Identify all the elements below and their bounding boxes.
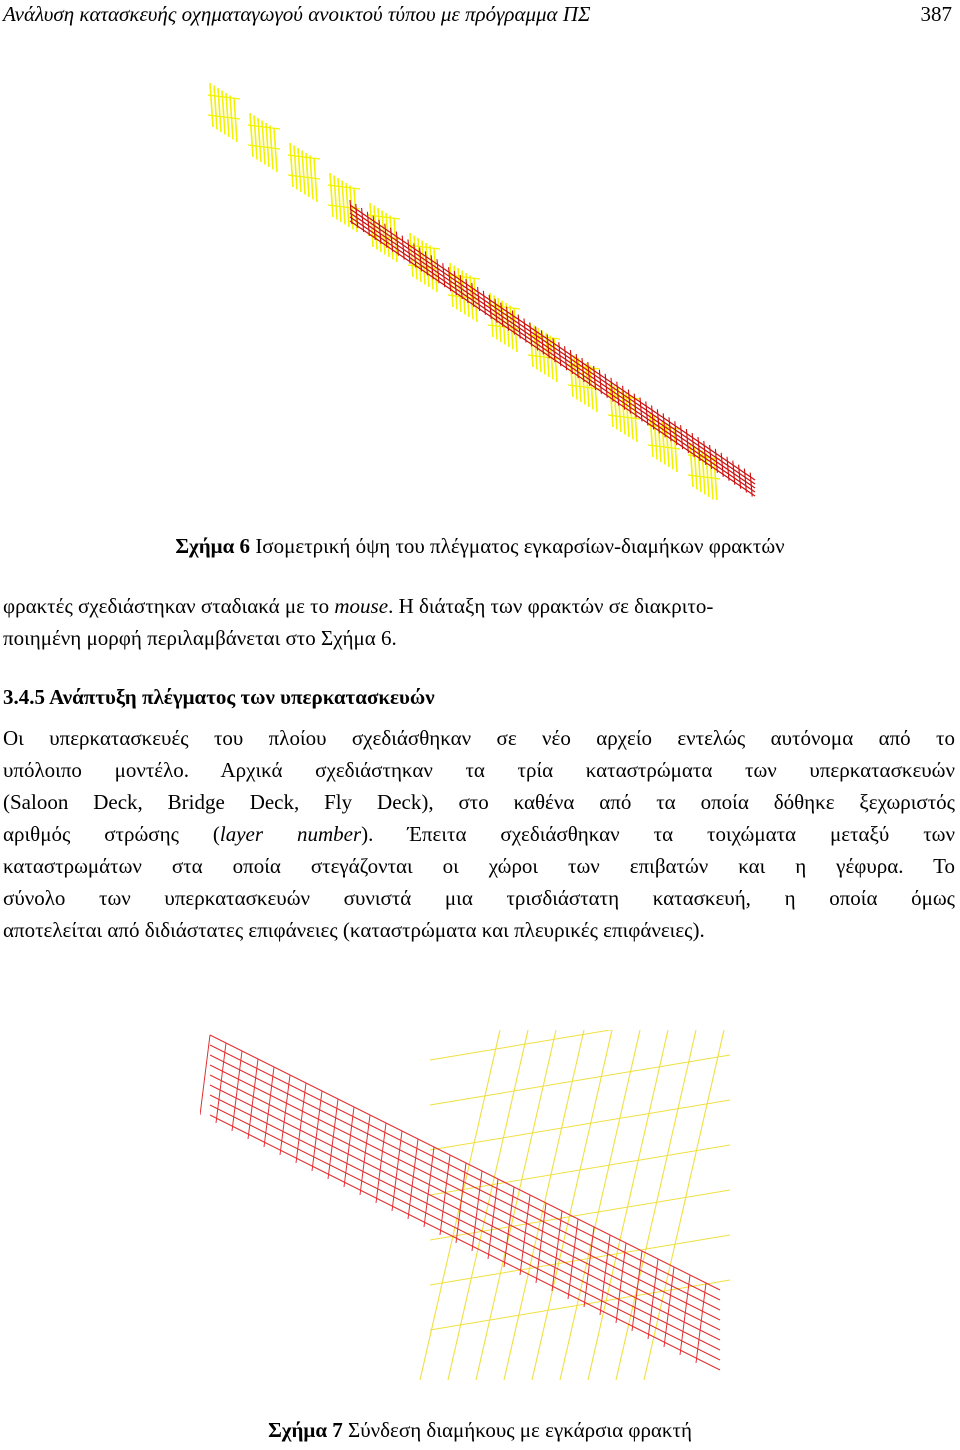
longitudinal-grid-line	[210, 1075, 720, 1330]
figure-6-caption	[0, 534, 960, 559]
transverse-frame-line	[266, 123, 269, 167]
section-heading: 3.4.5 Ανάπτυξη πλέγματος των υπερκατασκευών	[3, 685, 435, 709]
transverse-grid-line	[430, 1100, 730, 1150]
transverse-frame-line	[474, 278, 477, 322]
transverse-grid-line	[430, 1030, 730, 1060]
paragraph-line: καταστρωμάτων στα οποία στεγάζονται οι χώροι των επιβατών και η γέφυρα. Το	[3, 854, 955, 878]
figure-6-caption-text: Ισομετρική όψη του πλέγματος εγκαρσίων-διαμήκων φρακτών	[255, 534, 785, 558]
figure-7-connection-grid	[200, 1030, 740, 1390]
transverse-frame-line	[274, 128, 277, 172]
transverse-frame-line	[314, 158, 317, 202]
transverse-frame-line	[254, 116, 257, 160]
paragraph-line: ποιημένη μορφή περιλαμβάνεται στο Σχήμα 6.	[3, 626, 397, 650]
transverse-frame-line	[208, 95, 240, 99]
longitudinal-line	[350, 205, 755, 480]
figure-7-caption-text: Σύνδεση διαμήκους με εγκάρσια φρακτή	[348, 1418, 692, 1442]
transverse-frame-line	[210, 83, 213, 127]
transverse-frame-line	[290, 143, 293, 187]
longitudinal-grid-line	[210, 1055, 720, 1310]
page-number: 387	[920, 2, 952, 26]
figure-7-label: Σχήμα 7	[268, 1418, 343, 1442]
transverse-frame-line	[306, 153, 309, 197]
transverse-frame-line	[258, 118, 261, 162]
longitudinal-grid-line	[210, 1105, 720, 1360]
transverse-frame-line	[226, 93, 229, 137]
text-run: ). Έπειτα σχεδιάσθηκαν τα τοιχώματα μεταξύ των	[361, 822, 955, 846]
paragraph-line: σύνολο των υπερκατασκευών συνιστά μια τρισδιάστατη κατασκευή, η οποία όμως	[3, 886, 955, 910]
transverse-frame-line	[294, 146, 297, 190]
paragraph-line: Οι υπερκατασκευές του πλοίου σχεδιάσθηκαν σε νέο αρχείο εντελώς αυτόνομα από το	[3, 726, 955, 750]
text-run: αριθμός στρώσης (	[3, 822, 220, 846]
transverse-frame-line	[654, 416, 657, 460]
figure-7-caption	[0, 1418, 960, 1443]
figure-6-label: Σχήμα 6	[175, 534, 251, 558]
figure-6-isometric-grid	[190, 60, 770, 500]
longitudinal-grid-line	[200, 1035, 210, 1115]
paragraph-superstructure	[3, 722, 955, 946]
longitudinal-line	[350, 209, 755, 484]
paragraph-continuation	[3, 590, 955, 654]
paragraph-line	[3, 818, 955, 850]
transverse-frame-line	[334, 176, 337, 220]
text-run-italic: layer number	[219, 822, 362, 846]
paragraph-line: αποτελείται από διδιάστατες επιφάνειες (καταστρώματα και πλευρικές επιφάνειες).	[3, 918, 705, 942]
transverse-frame-line	[346, 183, 349, 227]
text-run: φρακτές σχεδιάστηκαν σταδιακά με το	[3, 594, 335, 618]
transverse-frame-line	[250, 113, 253, 157]
transverse-frame-line	[328, 185, 360, 189]
transverse-frame-line	[214, 86, 217, 130]
running-title: Ανάλυση κατασκευής οχηματαγωγού ανοικτού τύπου με πρόγραμμα ΠΣ	[3, 2, 591, 26]
longitudinal-grid-line	[210, 1095, 720, 1350]
transverse-frame-line	[288, 155, 320, 159]
transverse-frame-line	[338, 178, 341, 222]
transverse-frame-line	[330, 173, 333, 217]
longitudinal-tick	[362, 208, 364, 232]
longitudinal-line	[350, 213, 755, 488]
paragraph-line: (Saloon Deck, Bridge Deck, Fly Deck), στο καθένα από τα οποία δόθηκε ξεχωριστός	[3, 790, 955, 814]
paragraph-line	[3, 590, 955, 622]
longitudinal-line	[350, 217, 755, 492]
transverse-frame-line	[248, 125, 280, 129]
text-run: . Η διάταξη των φρακτών σε διακριτο-	[388, 594, 714, 618]
longitudinal-grid-line	[210, 1035, 720, 1290]
running-header	[0, 2, 960, 32]
paragraph-line: υπόλοιπο μοντέλο. Αρχικά σχεδιάστηκαν τα τρία καταστρώματα των υπερκατασκευών	[3, 758, 955, 782]
longitudinal-grid-line	[210, 1085, 720, 1340]
text-run-italic: mouse	[334, 594, 389, 618]
transverse-frame-line	[234, 98, 237, 142]
transverse-frame-line	[298, 148, 301, 192]
transverse-frame-line	[626, 393, 629, 437]
longitudinal-grid-line	[210, 1115, 720, 1370]
transverse-frame-line	[218, 88, 221, 132]
